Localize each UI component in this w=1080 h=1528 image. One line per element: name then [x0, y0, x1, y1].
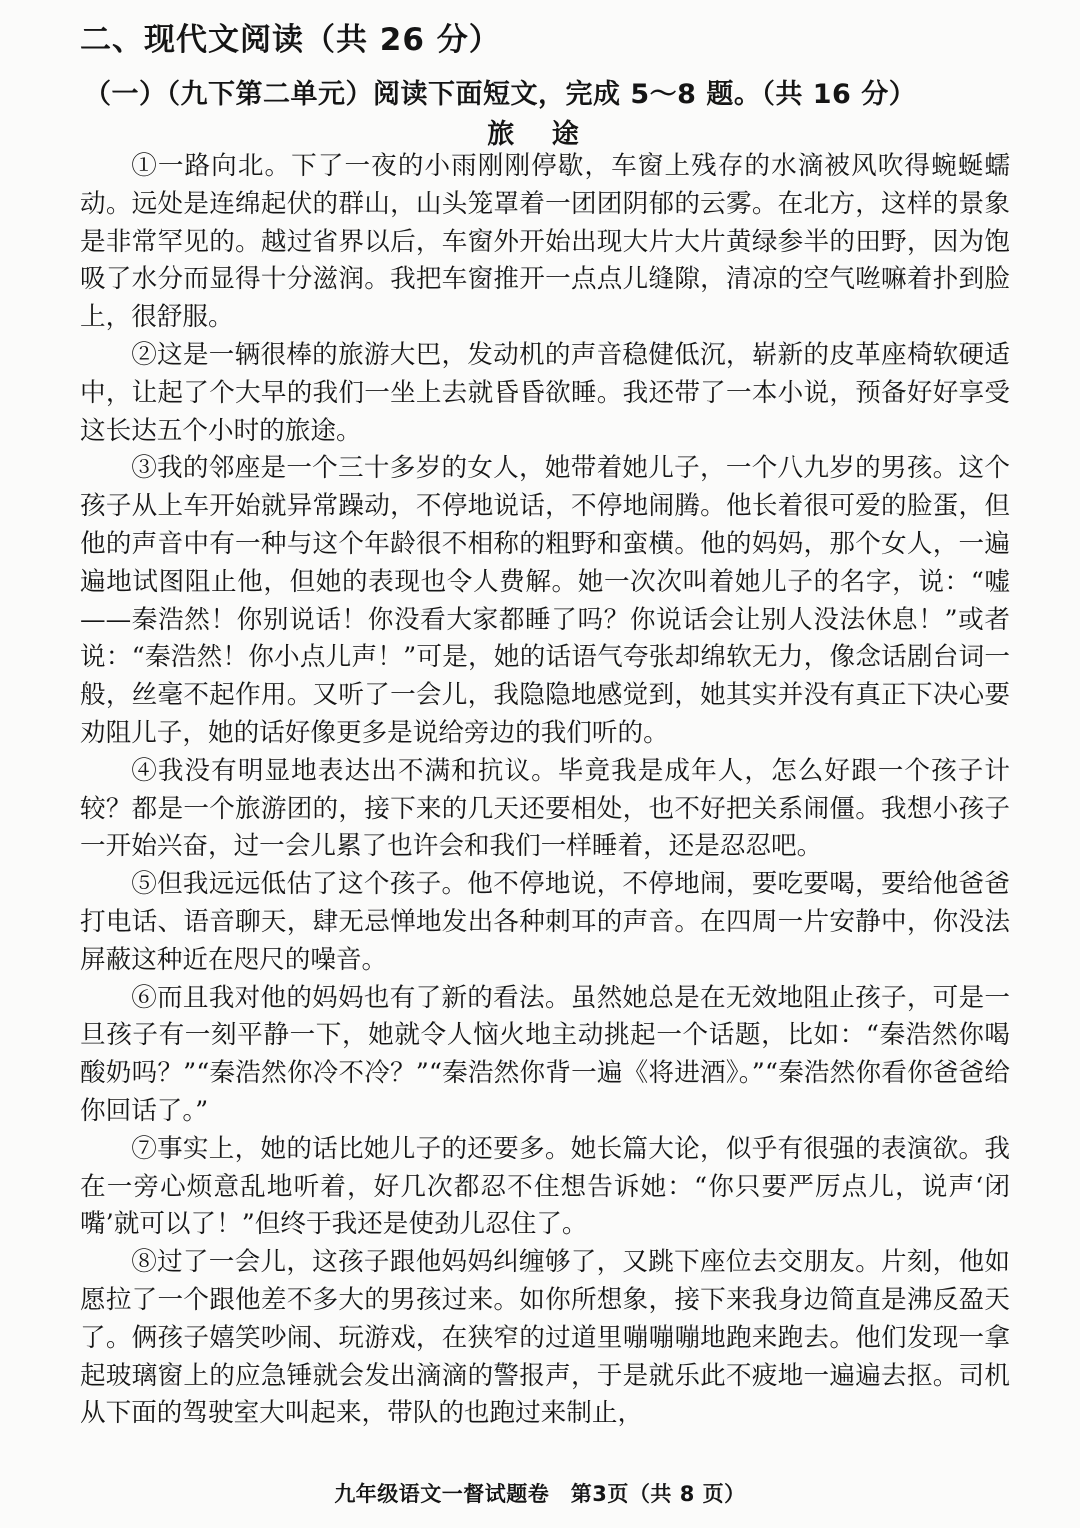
paragraph-6: ⑥而且我对他的妈妈也有了新的看法。虽然她总是在无效地阻止孩子，可是一旦孩子有一刻平静一下，她就令人恼火地主动挑起一个话题，比如：“秦浩然你喝酸奶吗？”“秦浩然你冷不冷？”“秦浩然你背一遍《将进酒》。”“秦浩然你看你爸爸给你回话了。” [80, 982, 1010, 1126]
article-body [80, 148, 1010, 1433]
paragraph-1: ①一路向北。下了一夜的小雨刚刚停歇，车窗上残存的水滴被风吹得蜿蜒蠕动。远处是连绵起伏的群山，山头笼罩着一团团阴郁的云雾。在北方，这样的景象是非常罕见的。越过省界以后，车窗外开始出现大片大片黄绿参半的田野，因为饱吸了水分而显得十分滋润。我把车窗推开一点点儿缝隙，清凉的空气咝嘛着扑到脸上，很舒服。 [80, 151, 1010, 333]
page-footer: 九年级语文一督试题卷 第3页（共 8 页） [334, 1482, 746, 1506]
section-title: 二、现代文阅读（共 26 分） [80, 22, 501, 58]
paragraph-3: ③我的邻座是一个三十多岁的女人，她带着她儿子，一个八九岁的男孩。这个孩子从上车开始就异常躁动，不停地说话，不停地闹腾。他长着很可爱的脸蛋，但他的声音中有一种与这个年龄很不相称的粗野和蛮横。他的妈妈，那个女人，一遍遍地试图阻止他，但她的表现也令人费解。她一次次叫着她儿子的名字，说：“嘘——秦浩然！你别说话！你没看大家都睡了吗？你说话会让别人没法休息！”或者说：“秦浩然！你小点儿声！”可是，她的话语气夸张却绵软无力，像念话剧台词一般，丝毫不起作用。又听了一会儿，我隐隐地感觉到，她其实并没有真正下决心要劝阻儿子，她的话好像更多是说给旁边的我们听的。 [80, 453, 1010, 748]
article-title: 旅 途 [487, 119, 593, 150]
paragraph-4: ④我没有明显地表达出不满和抗议。毕竟我是成年人，怎么好跟一个孩子计较？都是一个旅游团的，接下来的几天还要相处，也不好把关系闹僵。我想小孩子一开始兴奋，过一会儿累了也许会和我们一样睡着，还是忍忍吧。 [80, 755, 1010, 862]
paragraph-5: ⑤但我远远低估了这个孩子。他不停地说，不停地闹，要吃要喝，要给他爸爸打电话、语音聊天，肆无忌惮地发出各种刺耳的声音。在四周一片安静中，你没法屏蔽这种近在咫尺的噪音。 [80, 869, 1010, 975]
paragraph-8: ⑧过了一会儿，这孩子跟他妈妈纠缠够了，又跳下座位去交朋友。片刻，他如愿拉了一个跟他差不多大的男孩过来。如你所想象，接下来我身边简直是沸反盈天了。俩孩子嬉笑吵闹、玩游戏，在狭窄的过道里嘣嘣嘣地跑来跑去。他们发现一拿起玻璃窗上的应急锤就会发出滴滴的警报声，于是就乐此不疲地一遍遍去抠。司机从下面的驾驶室大叫起来，带队的也跑过来制止， [80, 1247, 1010, 1429]
question-instruction: （一）（九下第二单元）阅读下面短文，完成 5～8 题。（共 16 分） [84, 79, 917, 110]
paragraph-2: ②这是一辆很棒的旅游大巴，发动机的声音稳健低沉，崭新的皮革座椅软硬适中，让起了个大早的我们一坐上去就昏昏欲睡。我还带了一本小说，预备好好享受这长达五个小时的旅途。 [80, 339, 1010, 446]
paragraph-7: ⑦事实上，她的话比她儿子的还要多。她长篇大论，似乎有很强的表演欲。我在一旁心烦意乱地听着，好几次都忍不住想告诉她：“你只要严厉点儿，说声‘闭嘴’就可以了！”但终于我还是使劲儿忍住了。 [80, 1133, 1010, 1240]
